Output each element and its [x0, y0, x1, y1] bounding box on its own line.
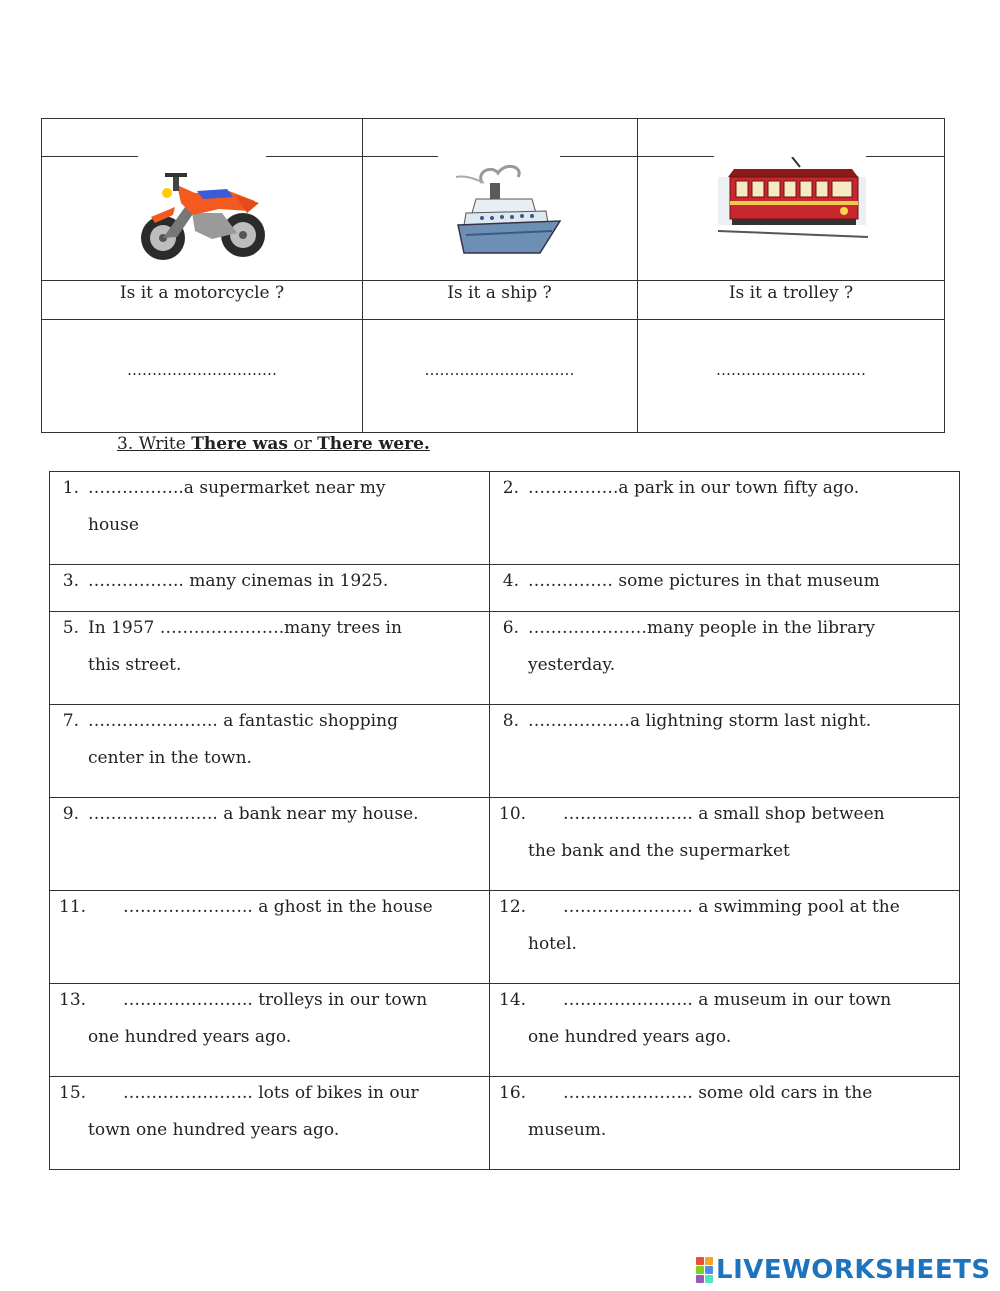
exercise-table: [49, 471, 960, 1170]
answer-blank-ship[interactable]: …………………………: [424, 361, 575, 379]
item-number: 12.: [499, 897, 527, 917]
question-motorcycle: Is it a motorcycle ?: [119, 283, 285, 303]
exercise-item: [50, 891, 490, 984]
item-sentence[interactable]: …………… some pictures in that museum: [528, 571, 880, 591]
item-number: 8.: [502, 711, 519, 731]
exercise-item: [490, 705, 960, 798]
rule-line: [560, 156, 637, 157]
answer-blank-motorcycle[interactable]: …………………………: [127, 361, 277, 379]
exercise-row: [50, 472, 960, 565]
exercise-item: [50, 472, 490, 565]
item-number: 3.: [62, 571, 79, 591]
item-sentence-continued: town one hundred years ago.: [88, 1120, 340, 1140]
item-sentence[interactable]: …………….. many cinemas in 1925.: [88, 571, 389, 591]
exercise-item: [50, 612, 490, 705]
item-number: 2.: [502, 478, 519, 498]
item-number: 16.: [499, 1083, 527, 1103]
rule-line: [637, 156, 714, 157]
item-number: 9.: [62, 804, 79, 824]
item-number: 13.: [59, 990, 87, 1010]
exercise-item: [490, 1077, 960, 1170]
item-sentence-continued: yesterday.: [528, 655, 616, 675]
rule-line: [866, 156, 945, 157]
exercise-item: [50, 565, 490, 612]
logo-blocks-icon: [696, 1257, 713, 1283]
rule-line: [362, 156, 438, 157]
item-sentence-continued: hotel.: [528, 934, 577, 954]
exercise-row: [50, 705, 960, 798]
table-divider: [42, 319, 944, 320]
exercise-item: [490, 798, 960, 891]
logo-block: [696, 1275, 704, 1283]
rule-line: [42, 156, 138, 157]
exercise-row: [50, 612, 960, 705]
item-number: 11.: [59, 897, 87, 917]
exercise-item: [50, 984, 490, 1077]
ship-image: [436, 153, 562, 261]
logo-block: [696, 1257, 704, 1265]
item-sentence-continued: this street.: [88, 655, 182, 675]
item-sentence[interactable]: …………………many people in the library: [528, 618, 875, 638]
item-sentence[interactable]: ………………….. a swimming pool at the: [563, 897, 900, 917]
rule-line: [266, 156, 362, 157]
instruction-number: 3. Write: [117, 434, 186, 454]
exercise-instruction: [117, 434, 430, 454]
question-ship: Is it a ship ?: [447, 283, 552, 303]
option-there-were: There were.: [317, 434, 430, 454]
item-number: 7.: [62, 711, 79, 731]
item-sentence[interactable]: ……………..a supermarket near my: [88, 478, 386, 498]
item-sentence[interactable]: ………………….. some old cars in the: [563, 1083, 873, 1103]
item-sentence-continued: house: [88, 515, 139, 535]
logo-block: [705, 1275, 713, 1283]
exercise-row: [50, 565, 960, 612]
instruction-connector: or: [293, 434, 312, 454]
trolley-image: [718, 157, 868, 241]
item-sentence[interactable]: ………………….. lots of bikes in our: [123, 1083, 419, 1103]
item-sentence[interactable]: ………………….. a museum in our town: [563, 990, 892, 1010]
logo-text: LIVEWORKSHEETS: [716, 1255, 991, 1285]
item-number: 10.: [499, 804, 527, 824]
exercise-item: [490, 891, 960, 984]
exercise-item: [50, 1077, 490, 1170]
item-sentence-continued: one hundred years ago.: [528, 1027, 732, 1047]
table-divider: [42, 280, 944, 281]
exercise-row: [50, 891, 960, 984]
logo-block: [705, 1266, 713, 1274]
exercise-item: [490, 472, 960, 565]
exercise-item: [490, 565, 960, 612]
exercise-item: [50, 798, 490, 891]
item-sentence[interactable]: ………………….. a ghost in the house: [123, 897, 433, 917]
item-number: 6.: [502, 618, 519, 638]
exercise-row: [50, 984, 960, 1077]
exercise-item: [490, 612, 960, 705]
item-number: 5.: [62, 618, 79, 638]
item-sentence[interactable]: ………………a lightning storm last night.: [528, 711, 872, 731]
item-sentence[interactable]: …………….a park in our town fifty ago.: [528, 478, 860, 498]
exercise-row: [50, 798, 960, 891]
item-number: 15.: [59, 1083, 87, 1103]
logo-block: [705, 1257, 713, 1265]
exercise-row: [50, 1077, 960, 1170]
logo-block: [696, 1266, 704, 1274]
question-trolley: Is it a trolley ?: [728, 283, 854, 303]
table-divider: [362, 119, 363, 432]
exercise-item: [490, 984, 960, 1077]
item-sentence-continued: one hundred years ago.: [88, 1027, 292, 1047]
item-sentence[interactable]: ………………….. a fantastic shopping: [88, 711, 398, 731]
item-sentence[interactable]: ………………….. a small shop between: [563, 804, 885, 824]
vehicle-question-table: [41, 118, 945, 433]
item-sentence[interactable]: ………………….. trolleys in our town: [123, 990, 428, 1010]
item-sentence[interactable]: ………………….. a bank near my house.: [88, 804, 419, 824]
item-number: 4.: [502, 571, 519, 591]
liveworksheets-logo: [696, 1256, 991, 1284]
option-there-was: There was: [191, 434, 288, 454]
item-number: 14.: [499, 990, 527, 1010]
item-sentence-continued: center in the town.: [88, 748, 252, 768]
motorcycle-image: [137, 155, 267, 269]
item-sentence[interactable]: In 1957 ………………….many trees in: [88, 618, 402, 638]
item-sentence-continued: the bank and the supermarket: [528, 841, 790, 861]
table-divider: [637, 119, 638, 432]
answer-blank-trolley[interactable]: …………………………: [716, 361, 866, 379]
item-sentence-continued: museum.: [528, 1120, 607, 1140]
exercise-item: [50, 705, 490, 798]
item-number: 1.: [62, 478, 79, 498]
